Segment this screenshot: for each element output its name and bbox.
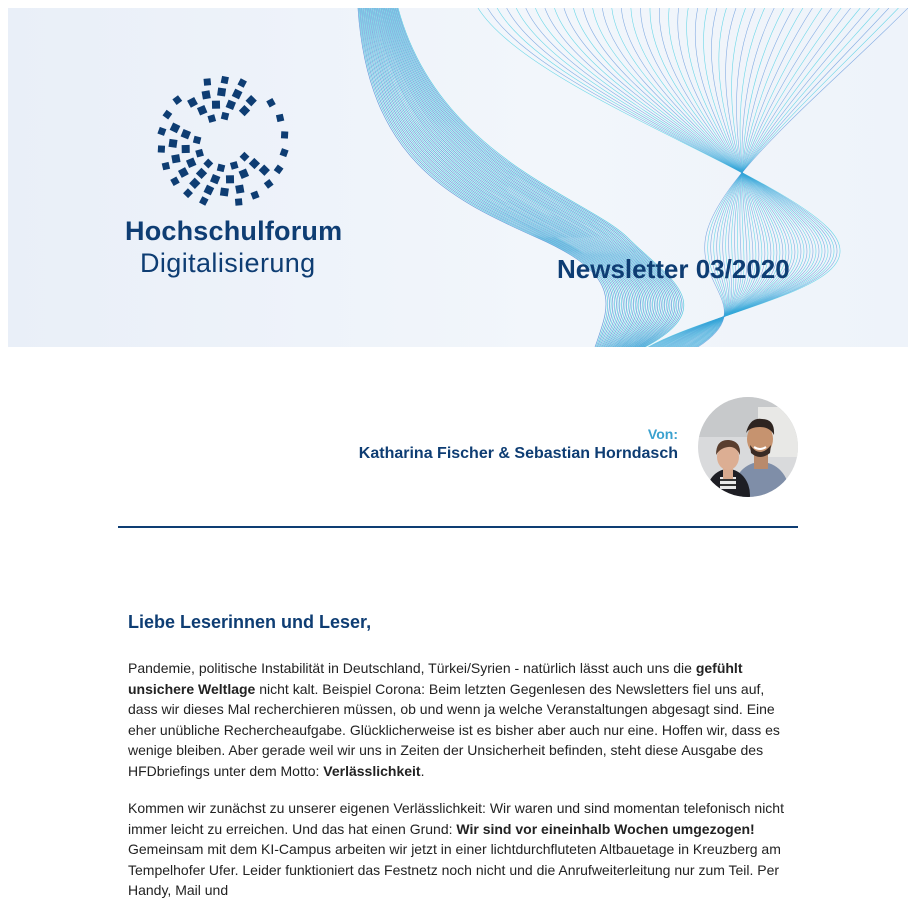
- author-names: Katharina Fischer & Sebastian Horndasch: [358, 445, 678, 462]
- second-paragraph: [128, 798, 794, 901]
- brand-name-line2: Digitalisierung: [140, 248, 316, 278]
- greeting-heading: Liebe Leserinnen und Leser,: [128, 612, 372, 632]
- p1-bold-verlaesslichkeit: Verlässlichkeit: [323, 762, 421, 779]
- p2-text-a: Kommen wir zunächst zu unserer eigenen Verlässlichkeit: Wir waren und sind momentan telefonisch nicht immer leicht zu erreichen. Und das hat einen Grund:: [128, 800, 784, 837]
- p2-bold-umgezogen: Wir sind vor eineinhalb Wochen umgezogen!: [456, 820, 755, 837]
- p1-text-a: Pandemie, politische Instabilität in Deutschland, Türkei/Syrien - natürlich lässt auch uns die: [128, 660, 696, 676]
- intro-paragraph: [128, 658, 794, 781]
- authors-photo-avatar: [698, 397, 798, 497]
- section-divider: [118, 526, 798, 528]
- p1-bold-weltlage: gefühlt unsichere Weltlage: [128, 660, 743, 697]
- hochschulforum-logo-icon: [148, 70, 298, 210]
- p1-text-e: .: [420, 762, 425, 779]
- p1-text-c: nicht kalt. Beispiel Corona: Beim letzten Gegenlesen des Newsletters fiel uns auf, dass wir dieses Mal recherchieren müssen, ob und wenn ja welche Veranstaltungen abgesagt sind. Eine eher unübliche Rechercheaufgabe. Glücklicherweise ist es bisher aber auch nur eine. Hoffen wir, dass es wenige bleiben. Aber gerade weil wir uns in Zeiten der Unsicherheit befinden, steht diese Ausgabe des HFDbriefings unter dem Motto:: [128, 680, 780, 779]
- wave-graphic: [8, 8, 908, 347]
- brand-name-line1: Hochschulforum: [125, 216, 343, 246]
- newsletter-header: [8, 8, 908, 347]
- author-label: Von:: [647, 426, 678, 442]
- p2-text-c: Gemeinsam mit dem KI-Campus arbeiten wir jetzt in einer lichtdurchfluteten Altbauetage in Kreuzberg am Tempelhofer Ufer. Leider funktioniert das Festnetz noch nicht und die Anrufweiterleitung nur zum Teil. Per Handy, Mail und: [128, 841, 781, 898]
- newsletter-title: Newsletter 03/2020: [557, 254, 790, 284]
